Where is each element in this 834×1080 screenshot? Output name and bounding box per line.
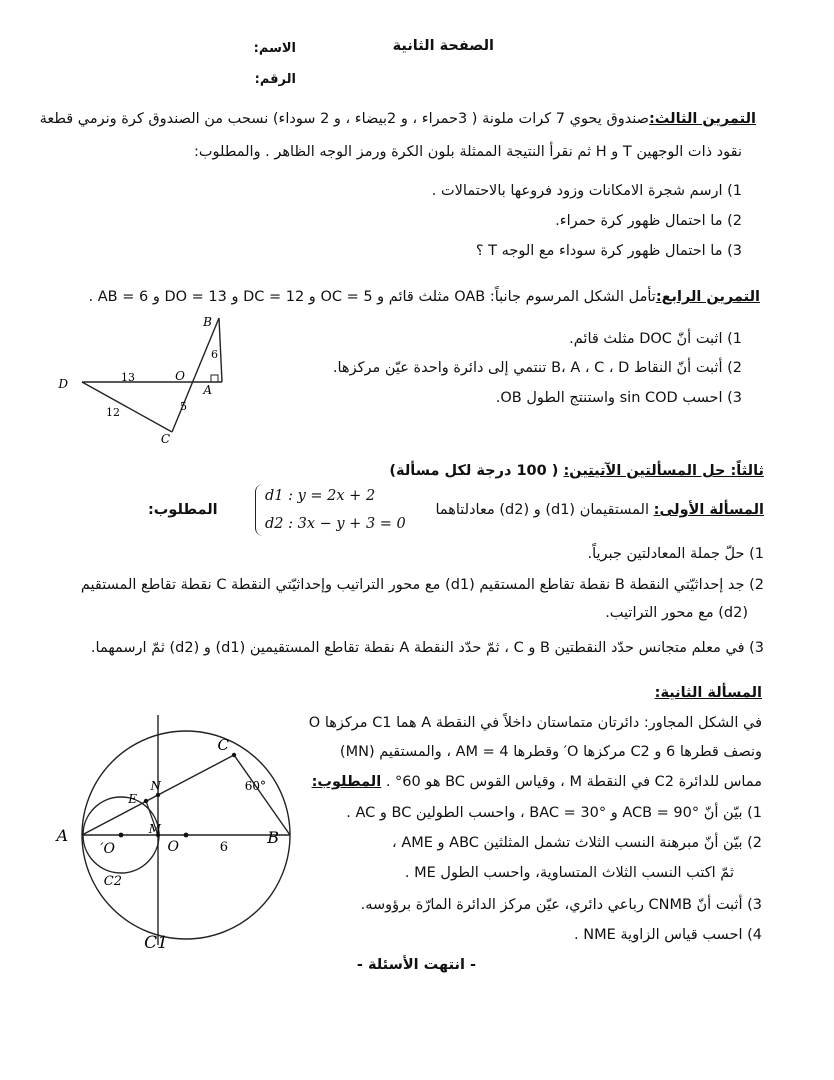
p1-eq2: d2 : 3x − y + 3 = 0 — [265, 516, 406, 532]
part3-heading — [389, 461, 764, 481]
label-C: C — [160, 432, 170, 446]
label-A: A — [56, 826, 68, 845]
label-M: M — [148, 822, 161, 836]
ex4-q2: 2) أثبت أنّ النقاط B، A ، C ، D تنتمي إلى دائرة واحدة عيّن مركزها. — [332, 360, 742, 376]
p2-q1: 1) بيّن أنّ ACB = 90° و BAC = 30° ، واحسب الطولين BC و AC . — [346, 805, 762, 821]
point-O — [184, 833, 189, 838]
p1-required: المطلوب: — [148, 502, 218, 518]
page-label: الصفحة الثانية — [392, 38, 494, 54]
system-brace — [255, 484, 263, 536]
p2-l3: مماس للدائرة C2 في النقطة M ، وقياس القوس BC هو 60° . — [385, 774, 762, 790]
p2-l2: ونصف قطرها 6 و C2 مركزها O′ وقطرها AM = 4 ، والمستقيم (MN) — [339, 744, 762, 760]
label-length-6: 6 — [211, 348, 218, 361]
label-C: C — [217, 736, 229, 754]
p1-q2b: (d2) مع محور التراتيب. — [605, 605, 748, 621]
p2-l3-line — [312, 772, 762, 792]
segment-AB — [219, 318, 222, 382]
p1-title: المسألة الأولى: — [653, 502, 764, 518]
label-B: B — [267, 828, 279, 847]
p2-figure — [56, 715, 305, 955]
p1-eq1: d1 : y = 2x + 2 — [265, 488, 376, 504]
label-B: B — [203, 315, 212, 329]
ex3-intro: صندوق يحوي 7 كرات ملونة ( 3حمراء ، و 2بيضاء ، و 2 سوداء) نسحب من الصندوق كرة ونرمي قطعة — [39, 111, 649, 127]
label-D: D — [58, 377, 68, 391]
label-length-5: 5 — [180, 400, 187, 413]
label-length-13: 13 — [121, 371, 135, 384]
label-Oprime: O′ — [100, 841, 115, 857]
p2-q2b: ثمّ اكتب النسب الثلاث المتساوية، واحسب الطول ME . — [404, 865, 734, 881]
p2-required: المطلوب: — [311, 774, 382, 790]
label-O: O — [175, 369, 185, 383]
p1-q2a: 2) جد إحداثيّتي النقطة B نقطة تقاطع المستقيم (d1) مع محور التراتيب وإحداثيّتي النقطة C نقطة تقاطع المستقيم — [80, 577, 764, 593]
point-N — [156, 793, 160, 797]
p2-title: المسألة الثانية: — [654, 685, 762, 701]
label-O: O — [167, 839, 179, 855]
part3-points: ( 100 درجة لكل مسألة) — [389, 463, 559, 479]
label-length-12: 12 — [106, 406, 120, 419]
ex4-intro-line — [89, 287, 760, 307]
point-Oprime — [119, 833, 124, 838]
end-of-questions: - انتهت الأسئلة - — [356, 957, 476, 973]
point-C — [232, 753, 236, 757]
label-C1: C1 — [144, 933, 168, 953]
label-N: N — [150, 779, 161, 793]
part3-title: ثالثاً: حل المسألتين الآتيتين: — [563, 463, 764, 479]
label-arc-60: 60° — [244, 779, 266, 793]
label-C2: C2 — [103, 874, 122, 889]
ex4-figure — [60, 310, 240, 445]
name-label: الاسم: — [253, 41, 296, 56]
label-E: E — [128, 792, 137, 806]
number-label: الرقم: — [254, 72, 296, 87]
p2-q4: 4) احسب قياس الزاوية NME . — [574, 927, 762, 943]
right-angle-mark — [211, 375, 218, 382]
p1-intro: المستقيمان (d1) و (d2) معادلتاهما — [435, 502, 649, 518]
p2-q2a: 2) بيّن أنّ مبرهنة النسب الثلاث تشمل المثلثين ABC و AME ، — [392, 835, 762, 851]
p1-q1: 1) حلّ جملة المعادلتين جبرياً. — [587, 546, 764, 562]
p1-q3: 3) في معلم متجانس حدّد النقطتين B و C ، ثمّ حدّد النقطة A نقطة تقاطع المستقيمين (d1) و (d2) ثمّ ارسمهما. — [90, 640, 764, 656]
label-six: 6 — [219, 840, 228, 855]
ex4-q3: 3) احسب sin COD واستنتج الطول OB. — [495, 390, 742, 406]
ex3-title: التمرين الثالث: — [649, 111, 756, 127]
segment-DC — [82, 382, 172, 432]
ex4-q1: 1) اثبت أنّ DOC مثلث قائم. — [569, 331, 742, 347]
ex3-line1 — [40, 109, 756, 129]
point-E — [144, 799, 148, 803]
p2-l1: في الشكل المجاور: دائرتان متماستان داخلاً في النقطة A هما C1 مركزها O — [308, 715, 762, 731]
p2-q3: 3) أثبت أنّ CNMB رباعي دائري، عيّن مركز الدائرة المارّة برؤوسه. — [360, 897, 762, 913]
label-A: A — [203, 383, 212, 397]
ex4-intro: تأمل الشكل المرسوم جانباً: OAB مثلث قائم و OC = 5 و DC = 12 و DO = 13 و AB = 6 . — [88, 289, 656, 305]
ex3-q1: 1) ارسم شجرة الامكانات وزود فروعها بالاحتمالات . — [431, 183, 742, 199]
ex3-q3: 3) ما احتمال ظهور كرة سوداء مع الوجه T ؟ — [475, 243, 742, 259]
ex4-title: التمرين الرابع: — [655, 289, 760, 305]
ex3-line2: نقود ذات الوجهين T و H ثم نقرأ النتيجة الممثلة بلون الكرة ورمز الوجه الظاهر . والمطلوب: — [194, 144, 742, 160]
ex3-q2: 2) ما احتمال ظهور كرة حمراء. — [555, 213, 742, 229]
